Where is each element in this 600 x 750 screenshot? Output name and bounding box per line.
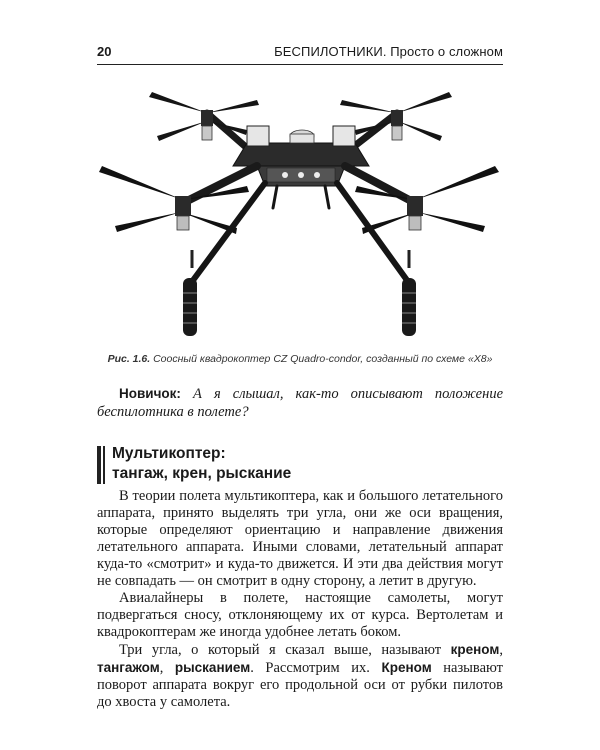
p3-part-d: . Рассмотрим их. — [250, 660, 382, 676]
paragraph-3 — [97, 641, 503, 711]
p3-part-b: , — [499, 642, 503, 658]
dialog-speaker: Новичок: — [119, 386, 181, 401]
caption-text: Соосный квадрокоптер CZ Quadro-condor, созданный по схеме «X8» — [153, 353, 493, 365]
page-number: 20 — [97, 44, 112, 59]
term-roll: креном — [450, 642, 500, 657]
header-rule — [97, 64, 503, 65]
dialog-paragraph — [97, 385, 503, 421]
p3-part-a: Три угла, о который я сказал выше, называют — [119, 642, 451, 658]
term-yaw: рысканием — [174, 660, 251, 675]
page-header — [97, 44, 503, 64]
p3-part-e: называют поворот аппарата вокруг его продольной оси от рубки пилотов до хвоста у самолета. — [97, 660, 503, 710]
dialog-text: А я слышал, как-то описывают положение беспилотника в полете? — [97, 386, 504, 420]
figure-caption — [97, 353, 503, 365]
section-heading-line1: Мультикоптер: — [112, 445, 226, 462]
section-marker — [97, 446, 101, 484]
term-pitch: тангажом — [97, 660, 160, 675]
section-marker-thin — [103, 446, 105, 484]
paragraph-1: В теории полета мультикоптера, как и большого летательного аппарата, принято выделять три угла, они же оси вращения, которые определяют ориентацию и направление движения летательного аппарата. Иными словами, летательный аппарат куда-то «смотрит» и куда-то движется. И эти два действия могут не совпадать — он смотрит в одну сторону, а летит в другую. — [97, 488, 503, 589]
p3-part-c: , — [159, 660, 175, 676]
running-title: БЕСПИЛОТНИКИ. Просто о сложном — [274, 44, 503, 59]
body-text — [97, 488, 503, 711]
section-heading — [112, 444, 291, 484]
caption-label: Рис. 1.6. — [107, 353, 151, 365]
drone-figure — [97, 78, 503, 340]
term-roll-definition: Креном — [381, 660, 432, 675]
paragraph-2: Авиалайнеры в полете, настоящие самолеты, могут подвергаться сносу, отклоняющему их от курса. Вертолетам и квадрокоптерам же иногда удобнее летать боком. — [97, 590, 503, 640]
quadcopter-illustration — [97, 78, 503, 340]
section-heading-line2: тангаж, крен, рыскание — [112, 465, 292, 482]
